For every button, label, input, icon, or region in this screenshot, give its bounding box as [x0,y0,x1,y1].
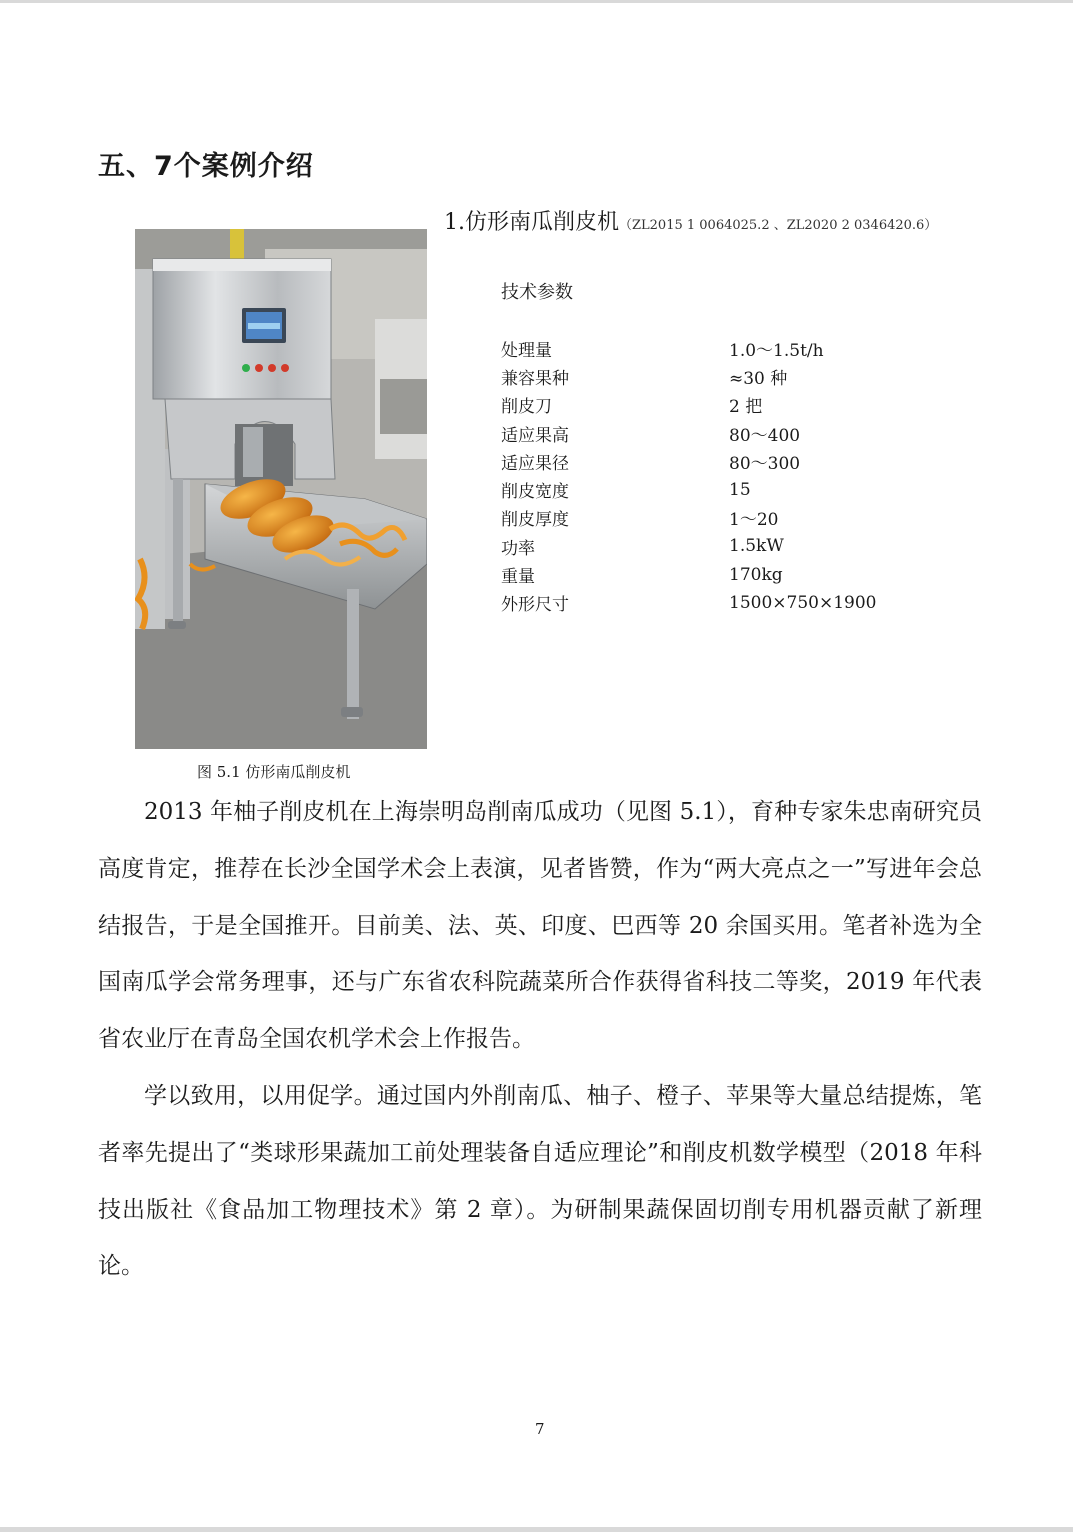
page-number: 7 [535,1420,545,1438]
spec-row [501,362,876,390]
spec-name: 削皮宽度 [501,482,569,503]
spec-row [501,532,876,560]
spec-value: 2 把 [729,397,763,418]
body-text [98,784,982,1295]
spec-value: 170kg [729,564,783,585]
spec-value: 1.5kW [729,536,784,557]
spec-row [501,504,876,532]
item-title [444,205,937,236]
spec-row [501,447,876,475]
spec-value: ≈30 种 [729,368,788,389]
spec-name: 适应果高 [501,425,569,446]
page-top-edge [0,0,1073,3]
spec-row [501,589,876,617]
spec-value: 1.0～1.5t/h [729,340,824,361]
item-title-text: 1.仿形南瓜削皮机 [444,210,619,235]
spec-name: 功率 [501,538,535,559]
spec-name: 重量 [501,567,535,588]
spec-value: 80～400 [729,425,801,446]
paragraph: 学以致用，以用促学。通过国内外削南瓜、柚子、橙子、苹果等大量总结提炼，笔者率先提出了“类球形果蔬加工前处理装备自适应理论”和削皮机数学模型（2018 年科技出版社《食品加工物理技术》第 2 章）。为研制果蔬保固切削专用机器贡献了新理论。 [98,1082,982,1280]
spec-row [501,391,876,419]
spec-row [501,560,876,588]
spec-name: 削皮刀 [501,397,552,418]
spec-value: 1500×750×1900 [729,592,877,613]
paragraph: 2013 年柚子削皮机在上海崇明岛削南瓜成功（见图 5.1），育种专家朱忠南研究员高度肯定，推荐在长沙全国学术会上表演，见者皆赞，作为“两大亮点之一”写进年会总结报告，于是全国推开。目前美、法、英、印度、巴西等 20 余国买用。笔者补选为全国南瓜学会常务理事，还与广东省农科院蔬菜所合作获得省科技二等奖，2019 年代表省农业厅在青岛全国农机学术会上作报告。 [98,799,982,1053]
spec-name: 处理量 [501,340,552,361]
spec-value: 80～300 [729,453,801,474]
page-bottom-edge [0,1527,1073,1532]
specs-heading: 技术参数 [501,282,573,303]
spec-name: 兼容果种 [501,368,569,389]
spec-row [501,419,876,447]
spec-row [501,475,876,503]
spec-name: 外形尺寸 [501,595,569,616]
patent-numbers: （ZL2015 1 0064025.2 、ZL2020 2 0346420.6） [619,218,938,233]
section-heading: 五、7个案例介绍 [98,151,314,182]
machine-photo [135,229,427,749]
spec-value: 15 [729,479,751,500]
specs-table [501,334,876,617]
figure-caption: 图 5.1 仿形南瓜削皮机 [197,763,351,781]
spec-name: 削皮厚度 [501,510,569,531]
spec-value: 1～20 [729,510,779,531]
spec-name: 适应果径 [501,453,569,474]
spec-row [501,334,876,362]
